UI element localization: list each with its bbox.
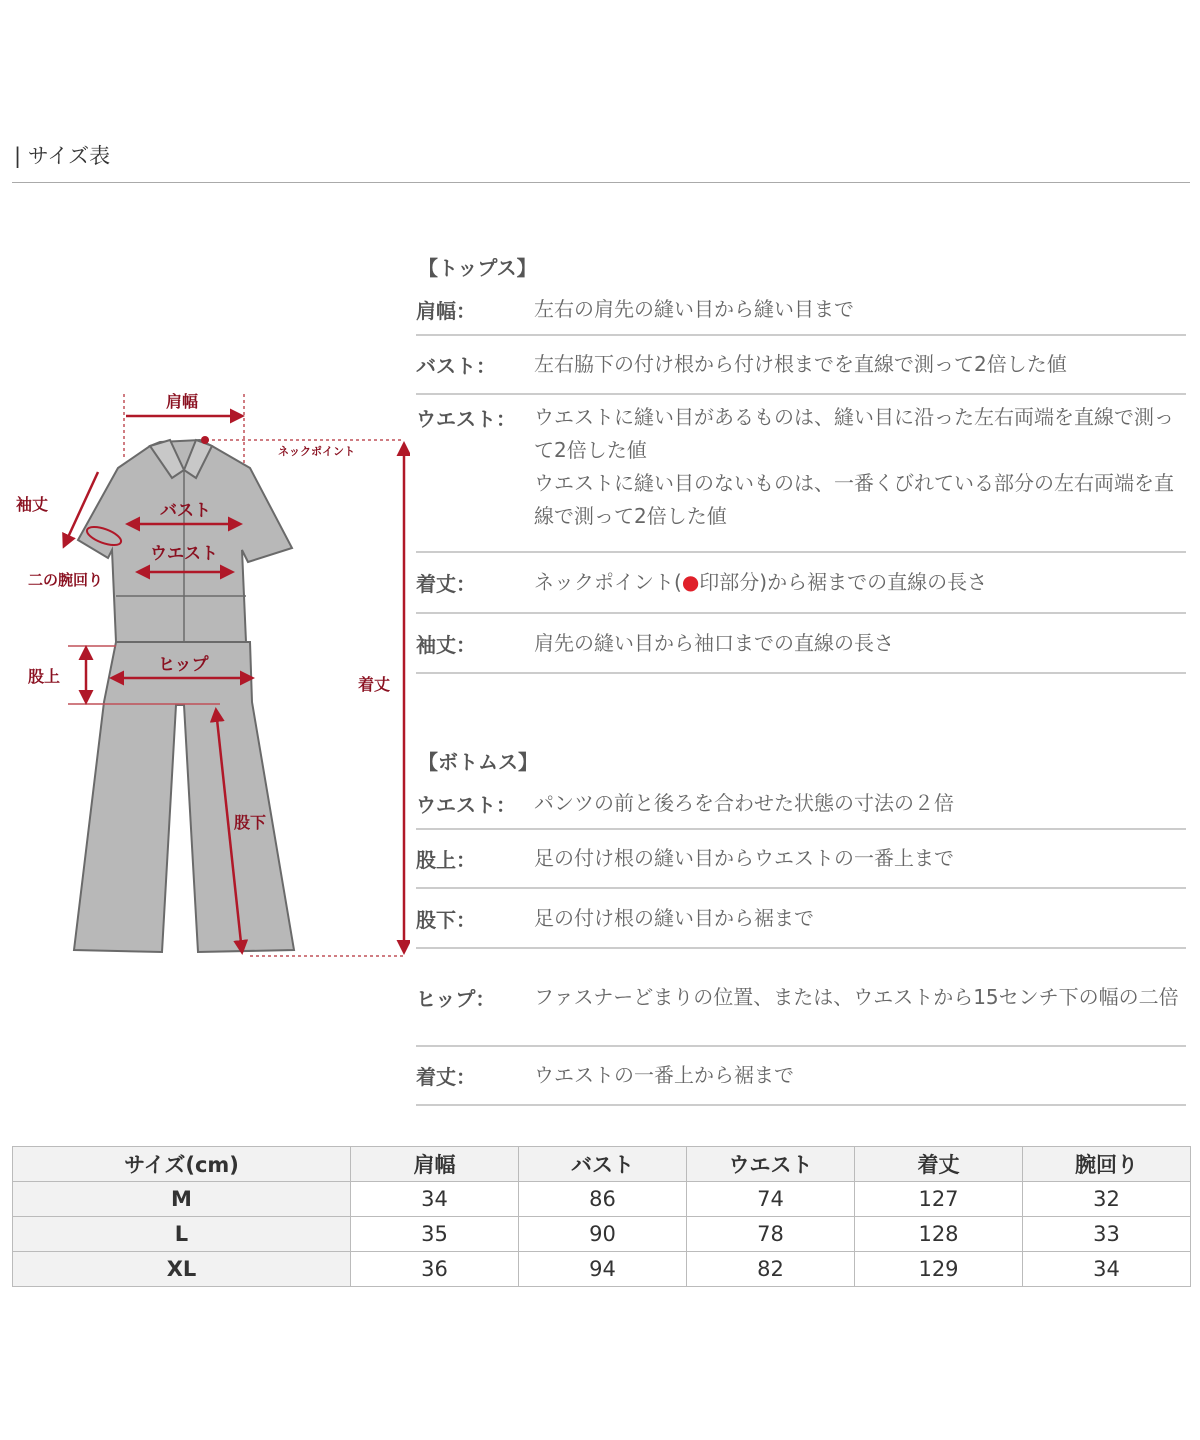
- size-table: [12, 1146, 1191, 1287]
- definition-desc: [534, 566, 1186, 599]
- table-cell: 86: [519, 1182, 687, 1217]
- table-cell: 35: [351, 1217, 519, 1252]
- definition-term: 袖丈：: [416, 632, 476, 657]
- definition-desc: 左右脇下の付け根から付け根までを直線で測って2倍した値: [534, 352, 1067, 376]
- definition-term: 着丈：: [416, 572, 476, 596]
- desc-pre: ネックポイント(: [534, 570, 682, 594]
- definition-desc: ウエストに縫い目があるものは、縫い目に沿った左右両端を直線で測って2倍した値: [534, 405, 1174, 462]
- header-size: サイズ(cm): [13, 1147, 351, 1182]
- label-sleeve: 袖丈: [16, 497, 49, 514]
- table-row: [13, 1252, 1191, 1287]
- label-arm: 二の腕回り: [28, 572, 104, 589]
- definition-row: [416, 889, 1186, 949]
- definition-row: [416, 284, 1186, 336]
- definition-term: ウエスト：: [416, 792, 516, 817]
- definition-term: バスト：: [416, 354, 496, 378]
- table-cell: 78: [687, 1217, 855, 1252]
- table-row: [13, 1217, 1191, 1252]
- measurement-diagram: [0, 380, 410, 970]
- table-cell: 34: [1023, 1252, 1191, 1287]
- definition-row: [416, 553, 1186, 614]
- definition-row: [416, 830, 1186, 889]
- definition-term: ウエスト：: [416, 407, 516, 431]
- label-rise: 股上: [28, 669, 61, 686]
- table-cell: 94: [519, 1252, 687, 1287]
- table-cell: 74: [687, 1182, 855, 1217]
- definition-row: [416, 1047, 1186, 1106]
- definition-desc: ファスナーどまりの位置、または、ウエストから15センチ下の幅の二倍: [534, 984, 1179, 1009]
- label-bust: バスト: [160, 501, 211, 520]
- table-cell: 129: [855, 1252, 1023, 1287]
- size-label: XL: [13, 1252, 351, 1287]
- definition-row: [416, 336, 1186, 395]
- size-label: M: [13, 1182, 351, 1217]
- definition-row: [416, 395, 1186, 553]
- bottoms-title: 【ボトムス】: [418, 750, 538, 774]
- label-length: 着丈: [358, 677, 391, 694]
- size-table-header-row: [13, 1147, 1191, 1182]
- header-bust: バスト: [519, 1147, 687, 1182]
- table-cell: 34: [351, 1182, 519, 1217]
- bottoms-definitions: [416, 778, 1186, 1106]
- definition-desc: パンツの前と後ろを合わせた状態の寸法の２倍: [534, 790, 954, 815]
- definition-term: 肩幅：: [416, 298, 476, 323]
- definition-desc-2: ウエストに縫い目のないものは、一番くびれている部分の左右両端を直線で測って2倍した値: [534, 471, 1174, 528]
- neck-point-dot: [201, 436, 209, 444]
- tops-definitions: [416, 284, 1186, 674]
- definition-row: [416, 949, 1186, 1047]
- section-title: | サイズ表: [14, 144, 111, 168]
- table-cell: 82: [687, 1252, 855, 1287]
- definition-desc: 肩先の縫い目から袖口までの直線の長さ: [534, 630, 894, 655]
- table-cell: 36: [351, 1252, 519, 1287]
- table-cell: 33: [1023, 1217, 1191, 1252]
- label-waist: ウエスト: [150, 544, 218, 563]
- header-divider: [12, 182, 1190, 183]
- definition-row: [416, 778, 1186, 830]
- definition-desc: 足の付け根の縫い目からウエストの一番上まで: [534, 846, 954, 870]
- definition-desc: ウエストの一番上から裾まで: [534, 1063, 794, 1087]
- table-cell: 90: [519, 1217, 687, 1252]
- header-shoulder: 肩幅: [351, 1147, 519, 1182]
- label-neck-point: ネックポイント: [278, 446, 355, 458]
- definition-desc: 左右の肩先の縫い目から縫い目まで: [534, 296, 854, 321]
- garment-pants: [74, 642, 294, 952]
- definition-row: [416, 614, 1186, 674]
- label-hip: ヒップ: [158, 655, 209, 674]
- red-dot-icon: ●: [681, 570, 700, 594]
- desc-post: 印部分)から裾までの直線の長さ: [699, 570, 988, 594]
- header-waist: ウエスト: [687, 1147, 855, 1182]
- definition-term: 股下：: [416, 907, 476, 932]
- table-cell: 32: [1023, 1182, 1191, 1217]
- header-arm: 腕回り: [1023, 1147, 1191, 1182]
- header-length: 着丈: [855, 1147, 1023, 1182]
- tops-title: 【トップス】: [418, 256, 537, 280]
- definition-desc: 足の付け根の縫い目から裾まで: [534, 905, 814, 930]
- definition-desc-group: [534, 397, 1186, 533]
- definition-term: 着丈：: [416, 1065, 476, 1089]
- table-row: [13, 1182, 1191, 1217]
- label-inseam: 股下: [234, 815, 267, 832]
- definition-term: 股上：: [416, 848, 476, 872]
- table-cell: 127: [855, 1182, 1023, 1217]
- label-shoulder: 肩幅: [166, 394, 199, 411]
- size-label: L: [13, 1217, 351, 1252]
- definition-term: ヒップ：: [416, 986, 496, 1011]
- table-cell: 128: [855, 1217, 1023, 1252]
